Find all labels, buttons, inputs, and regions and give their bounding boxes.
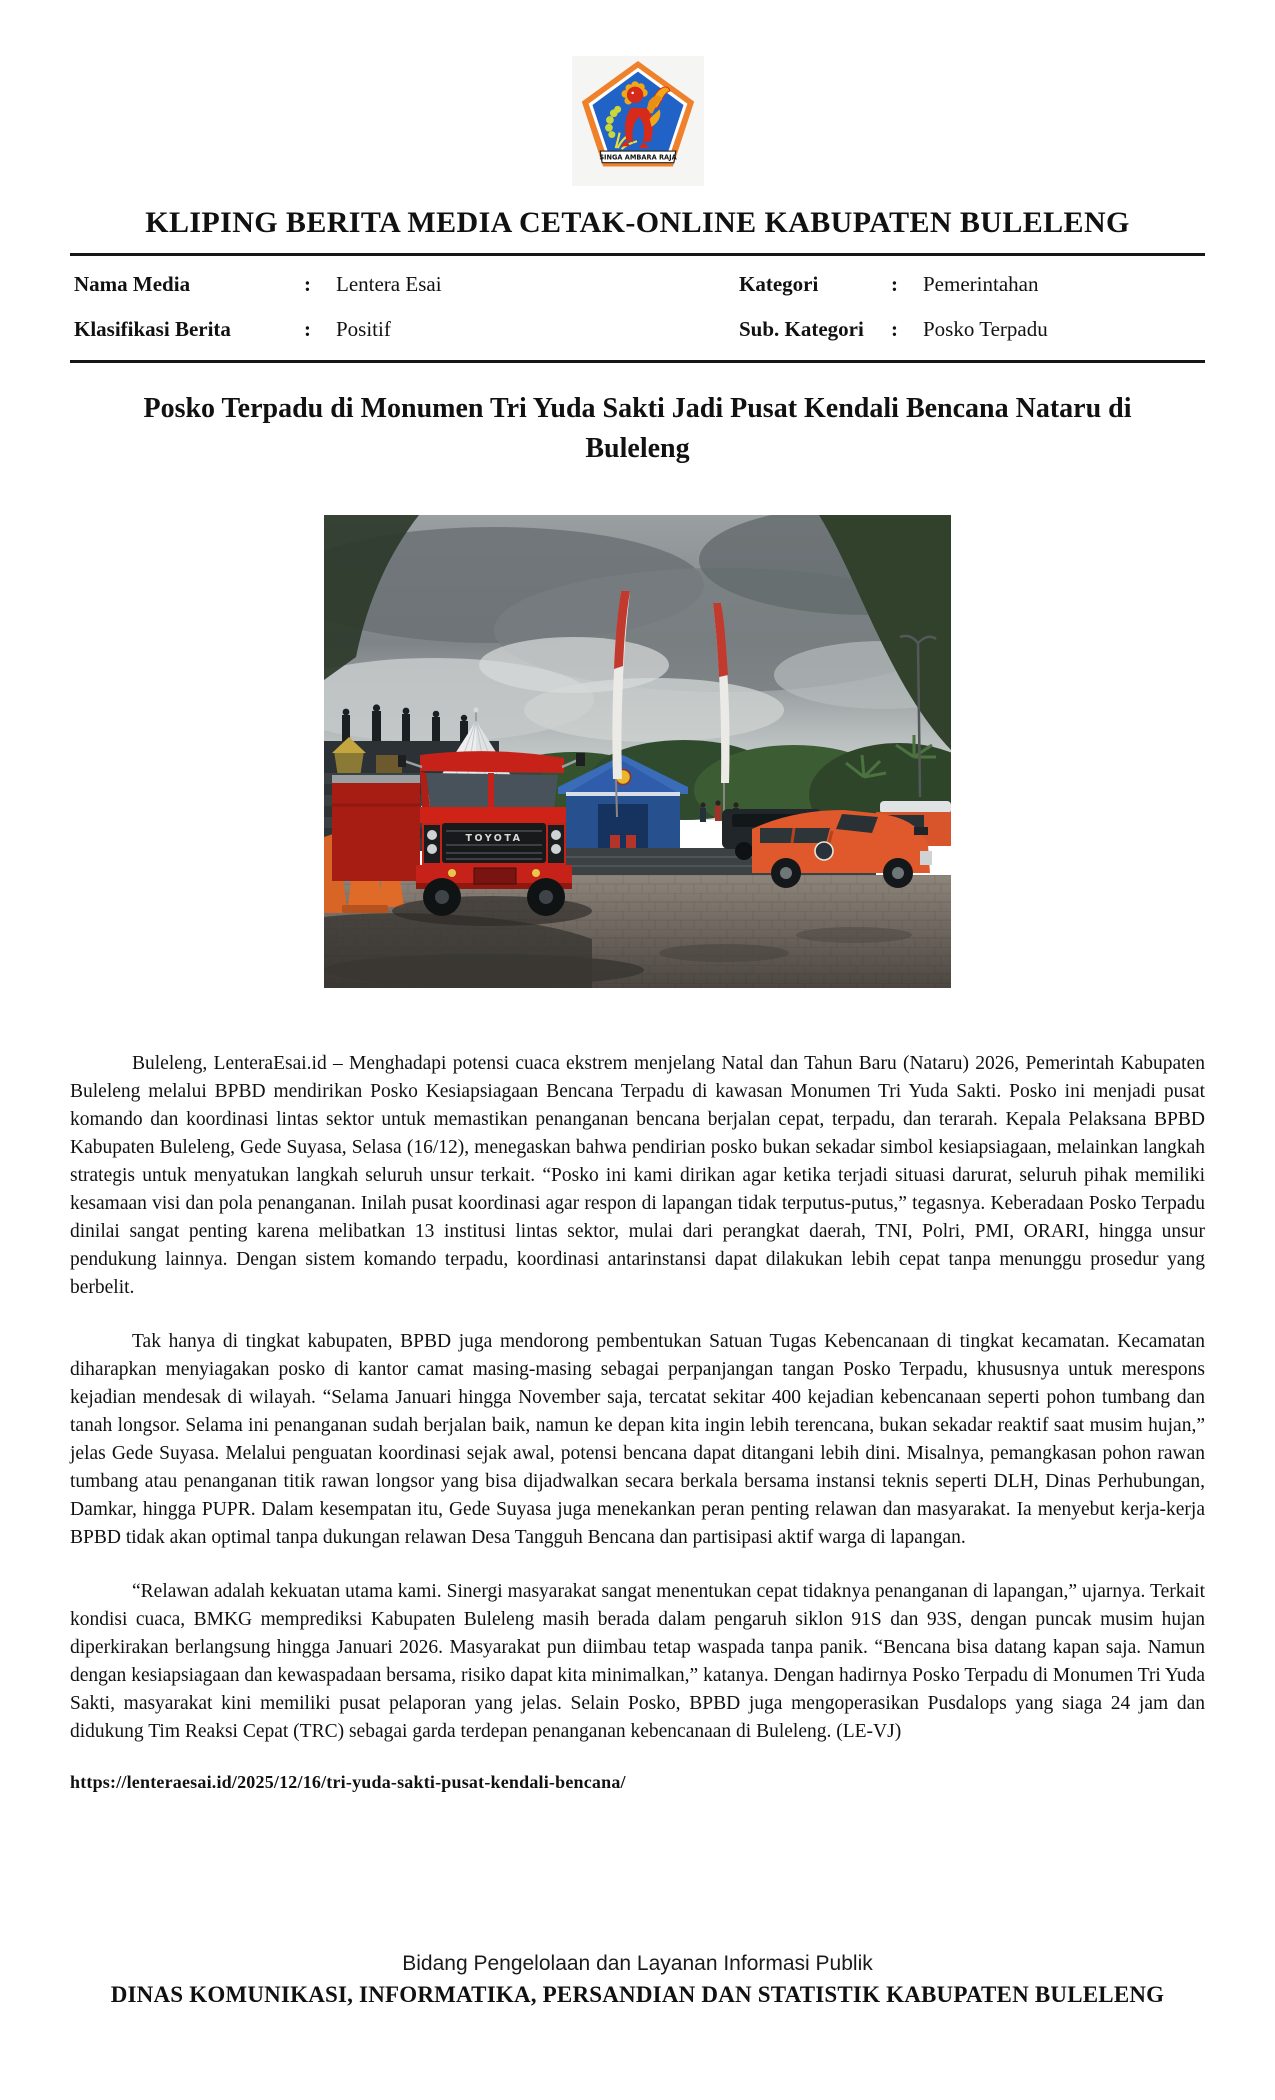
meta-row-2: [74, 307, 1201, 352]
logo-wrap: [70, 0, 1205, 186]
meta-value-nama-media: Lentera Esai: [336, 272, 442, 296]
logo-motto: SINGA AMBARA RAJA: [598, 153, 677, 162]
article-photo: [324, 515, 951, 988]
clipping-title: KLIPING BERITA MEDIA CETAK-ONLINE KABUPATEN BULELENG: [145, 206, 1130, 239]
photo-illustration: [324, 515, 951, 988]
meta-label-nama-media: Nama Media: [74, 272, 191, 296]
bpbd-door-logo: [815, 842, 833, 860]
truck-brand-badge: TOYOTA: [465, 833, 523, 844]
paragraph-3: “Relawan adalah kekuatan utama kami. Sinergi masyarakat sangat menentukan cepat tidaknya penanganan di lapangan,” ujarnya. Terkait kondisi cuaca, BMKG memprediksi Kabupaten Buleleng masih berada dalam pengaruh siklon 91S dan 93S, dengan puncak musim hujan diperkirakan berlangsung hingga Januari 2026. Masyarakat pun diimbau tetap waspada tanpa panik. “Bencana bisa datang kapan saja. Namun dengan kesiapsiagaan dan kewaspadaan bersama, risiko dapat kita minimalkan,” katanya. Dengan hadirnya Posko Terpadu di Monumen Tri Yuda Sakti, masyarakat kini memiliki pusat pelaporan yang jelas. Selain Posko, BPBD juga mengoperasikan Pusdalops yang siaga 24 jam dan didukung Tim Reaksi Cepat (TRC) sebagai garda terdepan penanganan kebencanaan di Buleleng. (LE-VJ): [70, 1581, 1205, 1742]
meta-colon: :: [891, 317, 898, 341]
footer-agency: DINAS KOMUNIKASI, INFORMATIKA, PERSANDIAN DAN STATISTIK KABUPATEN BULELENG: [110, 1982, 1165, 2007]
meta-label-klasifikasi: Klasifikasi Berita: [74, 317, 231, 341]
source-url: https://lenteraesai.id/2025/12/16/tri-yuda-sakti-pusat-kendali-bencana/: [70, 1772, 626, 1792]
meta-colon: :: [891, 272, 898, 296]
paragraph-1: Buleleng, LenteraEsai.id – Menghadapi potensi cuaca ekstrem menjelang Natal dan Tahun Baru (Nataru) 2026, Pemerintah Kabupaten Buleleng melalui BPBD mendirikan Posko Kesiapsiagaan Bencana Terpadu di kawasan Monumen Tri Yuda Sakti. Posko ini menjadi pusat komando dan koordinasi lintas sektor untuk memastikan penanganan bencana berjalan cepat, terpadu, dan terarah. Kepala Pelaksana BPBD Kabupaten Buleleng, Gede Suyasa, Selasa (16/12), menegaskan bahwa pendirian posko bukan sekadar simbol kesiapsiagaan, melainkan langkah strategis untuk menyatukan langkah seluruh unsur terkait. “Posko ini kami dirikan agar ketika terjadi situasi darurat, seluruh pihak memiliki kesamaan visi dan pola penanganan. Inilah pusat koordinasi agar respon di lapangan tidak terputus-putus,” tegasnya. Keberadaan Posko Terpadu dinilai sangat penting karena melibatkan 13 institusi lintas sektor, mulai dari perangkat daerah, TNI, Polri, PMI, ORARI, hingga unsur pendukung lainnya. Dengan sistem komando terpadu, koordinasi antarinstansi dapat dilakukan lebih cepat tanpa menunggu prosedur yang berbelit.: [70, 1053, 1205, 1298]
meta-colon: :: [304, 317, 311, 341]
article-title: Posko Terpadu di Monumen Tri Yuda Sakti Jadi Pusat Kendali Bencana Nataru di Buleleng: [143, 393, 1132, 464]
regency-logo: [572, 56, 704, 186]
article-body: [70, 1050, 1205, 1746]
divider-bottom: [70, 360, 1205, 363]
meta-value-klasifikasi: Positif: [336, 317, 391, 341]
page-footer: [0, 1952, 1275, 2008]
footer-division: Bidang Pengelolaan dan Layanan Informasi Publik: [402, 1952, 873, 1975]
meta-label-sub-kategori: Sub. Kategori: [739, 317, 864, 341]
meta-row-1: [74, 262, 1201, 307]
meta-table: [70, 256, 1205, 360]
meta-value-sub-kategori: Posko Terpadu: [923, 317, 1048, 341]
meta-value-kategori: Pemerintahan: [923, 272, 1039, 296]
pavement: [324, 875, 951, 988]
logo-banner: [599, 151, 677, 163]
meta-colon: :: [304, 272, 311, 296]
meta-label-kategori: Kategori: [739, 272, 819, 296]
puddle: [324, 954, 644, 986]
paragraph-2: Tak hanya di tingkat kabupaten, BPBD juga mendorong pembentukan Satuan Tugas Kebencanaan di tingkat kecamatan. Kecamatan diharapkan menyiagakan posko di kantor camat masing-masing sebagai perpanjangan tangan Posko Terpadu, khususnya untuk merespons kejadian mendesak di wilayah. “Selama Januari hingga November saja, tercatat sekitar 400 kejadian kebencanaan seperti pohon tumbang dan tanah longsor. Selama ini penanganan sudah berjalan baik, namun ke depan kita ingin lebih terencana, bukan sekadar reaktif saat musim hujan,” jelas Gede Suyasa. Melalui penguatan koordinasi sejak awal, potensi bencana dapat ditangani lebih dini. Misalnya, pemangkasan pohon rawan tumbang atau penanganan titik rawan longsor yang bisa dijadwalkan secara berkala bersama instansi teknis seperti DLH, Dinas Perhubungan, Damkar, hingga PUPR. Dalam kesempatan itu, Gede Suyasa juga menekankan peran penting relawan dan masyarakat. Ia menyebut kerja-kerja BPBD tidak akan optimal tanpa dukungan relawan Desa Tangguh Bencana dan partisipasi aktif warga di lapangan.: [70, 1331, 1205, 1548]
buleleng-coat-of-arms-icon: [575, 59, 701, 183]
